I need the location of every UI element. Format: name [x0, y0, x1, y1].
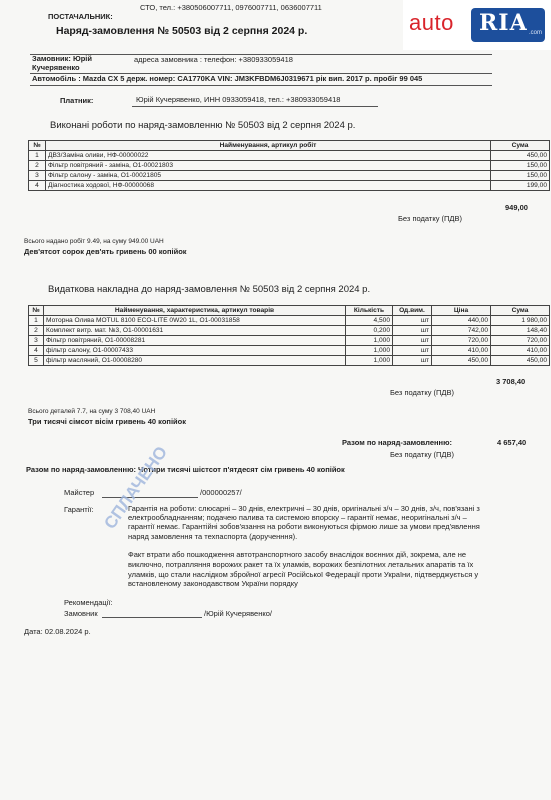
- grand-total-words: Разом по наряд-замовленню: Чотири тисячі шістсот п'ятдесят сім гривень 40 копійок: [26, 465, 345, 474]
- master-value: /000000257/: [200, 488, 242, 497]
- guarantee-line: виключно, потрапляння ворожих ракет та їх уламків, ворожих безпілотних летальних апаратів та їх: [128, 559, 474, 569]
- guarantee-line: Гарантія на роботи: слюсарні – 30 днів, електричні – 30 днів, оригінальні з/ч – 30 днів, з/ч, пов'язані з: [128, 504, 480, 513]
- grand-no-tax: Без податку (ПДВ): [390, 450, 455, 459]
- parts-cell-sum: 450,00: [491, 356, 550, 366]
- table-row: [29, 181, 550, 191]
- supplier-value: СТО, тел.: +380506007711, 0976007711, 0636007711: [140, 3, 322, 12]
- parts-col-no: №: [29, 306, 44, 316]
- works-amount-words: Дев'ятсот сорок дев'ять гривень 00 копійок: [24, 247, 187, 256]
- parts-cell-unit: шт: [393, 356, 432, 366]
- customer-car: Автомобіль : Mazda CX 5 держ. номер: CA1770KA VIN: JM3KFBDM6J0319671 рік вип. 2017 р. пробіг 99 045: [32, 74, 423, 83]
- works-cell-name: Діагностика ходової, НФ-00000068: [46, 181, 491, 191]
- guarantee-line: встановленому законодавством України порядку: [128, 579, 298, 589]
- parts-cell-qty: 4,500: [346, 316, 393, 326]
- logo-ria-text: RIA: [479, 10, 528, 36]
- signature-value: /Юрій Кучерявенко/: [204, 609, 272, 618]
- works-summary: Всього надано робіт 9.49, на суму 949.00 UAH: [24, 238, 164, 245]
- works-total: 949,00: [505, 203, 528, 212]
- parts-cell-unit: шт: [393, 326, 432, 336]
- parts-table-body: [29, 316, 550, 366]
- parts-total: 3 708,40: [496, 377, 526, 386]
- parts-summary: Всього деталей 7.7, на суму 3 708,40 UAH: [28, 408, 156, 415]
- parts-amount-words: Три тисячі сімсот вісім гривень 40 копійок: [28, 417, 186, 426]
- parts-cell-price: 720,00: [432, 336, 491, 346]
- works-col-sum: Сума: [491, 141, 550, 151]
- payer-label: Платник:: [60, 96, 94, 105]
- works-cell-sum: 450,00: [491, 151, 550, 161]
- parts-cell-price: 440,00: [432, 316, 491, 326]
- table-row: [29, 326, 550, 336]
- table-row: [29, 171, 550, 181]
- parts-cell-sum: 720,00: [491, 336, 550, 346]
- parts-cell-no: 1: [29, 316, 44, 326]
- parts-cell-qty: 0,200: [346, 326, 393, 336]
- works-cell-sum: 150,00: [491, 161, 550, 171]
- works-table: [28, 140, 550, 191]
- parts-cell-unit: шт: [393, 346, 432, 356]
- order-title: Наряд-замовлення № 50503 від 2 серпня 2024 р.: [56, 25, 308, 37]
- works-cell-name: ДВЗ/Заміна оливи, НФ-00000022: [46, 151, 491, 161]
- guarantee-line: гарантії немає. Гарантійні зобов'язання на роботи виконуються фірмою лише за умови пред'явлення: [128, 522, 480, 532]
- works-cell-no: 3: [29, 171, 46, 181]
- parts-col-unit: Од.вим.: [393, 306, 432, 316]
- works-no-tax: Без податку (ПДВ): [398, 214, 463, 223]
- works-cell-sum: 199,00: [491, 181, 550, 191]
- guarantee-line: уламків, що стали наслідком збройної агресії Російської Федерації проти України, підтверджується у: [128, 569, 479, 579]
- works-cell-sum: 150,00: [491, 171, 550, 181]
- grand-total-label: Разом по наряд-замовленню:: [342, 438, 452, 447]
- works-cell-no: 4: [29, 181, 46, 191]
- document-date: Дата: 02.08.2024 р.: [24, 627, 91, 636]
- works-col-name: Найменування, артикул робіт: [46, 141, 491, 151]
- guarantee-line: Факт втрати або пошкодження автотранспортного засобу внаслідок воєнних дій, зокрема, але не: [128, 550, 467, 559]
- supplier-label: ПОСТАЧАЛЬНИК:: [48, 12, 113, 21]
- parts-title: Видаткова накладна до наряд-замовлення № 50503 від 2 серпня 2024 р.: [48, 284, 371, 295]
- guarantees-paragraph-1: [128, 504, 480, 541]
- parts-cell-no: 5: [29, 356, 44, 366]
- parts-cell-price: 410,00: [432, 346, 491, 356]
- parts-cell-sum: 1 980,00: [491, 316, 550, 326]
- signature-label: Замовник: [64, 609, 98, 618]
- parts-cell-unit: шт: [393, 316, 432, 326]
- recommendations-label: Рекомендації:: [64, 598, 113, 607]
- master-label: Майстер: [64, 488, 95, 497]
- parts-col-qty: Кількість: [346, 306, 393, 316]
- works-col-no: №: [29, 141, 46, 151]
- parts-cell-name: Комплект витр. мат. №3, О1-00001631: [44, 326, 346, 336]
- paid-stamp: СПЛАЧЕНО: [100, 442, 172, 533]
- guarantees-label: Гарантії:: [64, 505, 94, 514]
- table-row: [29, 356, 550, 366]
- table-row: [29, 346, 550, 356]
- parts-col-price: Ціна: [432, 306, 491, 316]
- parts-cell-no: 4: [29, 346, 44, 356]
- parts-cell-price: 742,00: [432, 326, 491, 336]
- payer-value: Юрій Кучерявенко, ИНН 0933059418, тел.: +380933059418: [136, 95, 341, 104]
- parts-cell-qty: 1,000: [346, 346, 393, 356]
- parts-cell-unit: шт: [393, 336, 432, 346]
- parts-cell-name: фільтр салону, О1-00007433: [44, 346, 346, 356]
- guarantee-line: наряд замовлення та техпаспорта (дорученння).: [128, 531, 298, 541]
- parts-no-tax: Без податку (ПДВ): [390, 388, 455, 397]
- parts-cell-sum: 410,00: [491, 346, 550, 356]
- guarantee-line: електрообладнанням; подачею палива та системою впорску – гарантії немає, неоригінальні з/ч –: [128, 513, 467, 523]
- works-cell-no: 1: [29, 151, 46, 161]
- parts-cell-sum: 148,40: [491, 326, 550, 336]
- parts-cell-name: Фільтр повітряний, О1-00008281: [44, 336, 346, 346]
- guarantees-paragraph-2: [128, 550, 478, 589]
- parts-col-name: Найменування, характеристика, артикул товарів: [44, 306, 346, 316]
- parts-cell-qty: 1,000: [346, 356, 393, 366]
- parts-cell-price: 450,00: [432, 356, 491, 366]
- table-row: [29, 151, 550, 161]
- grand-total-value: 4 657,40: [497, 438, 527, 447]
- parts-col-sum: Сума: [491, 306, 550, 316]
- logo-com-text: .com: [529, 30, 543, 36]
- customer-address: адреса замовника : телефон: +380933059418: [134, 55, 293, 64]
- logo-auto-text: auto: [409, 10, 454, 35]
- parts-cell-no: 3: [29, 336, 44, 346]
- table-row: [29, 316, 550, 326]
- table-row: [29, 161, 550, 171]
- table-row: [29, 336, 550, 346]
- parts-cell-name: Моторна Олива MOTUL 8100 ECO-LITE 0W20 1L, О1-00031858: [44, 316, 346, 326]
- works-cell-name: Фільтр салону - заміна, О1-00021805: [46, 171, 491, 181]
- autoria-logo: [403, 0, 551, 50]
- parts-cell-no: 2: [29, 326, 44, 336]
- works-cell-name: Фільтр повітряний - заміна, О1-00021803: [46, 161, 491, 171]
- works-table-body: [29, 151, 550, 191]
- works-title: Виконані роботи по наряд-замовленню № 50503 від 2 серпня 2024 р.: [50, 120, 356, 131]
- parts-cell-name: фільтр масляний, О1-00008280: [44, 356, 346, 366]
- customer-label: Замовник: Юрій Кучерявенко: [32, 54, 92, 72]
- parts-cell-qty: 1,000: [346, 336, 393, 346]
- works-cell-no: 2: [29, 161, 46, 171]
- parts-table: [28, 305, 550, 366]
